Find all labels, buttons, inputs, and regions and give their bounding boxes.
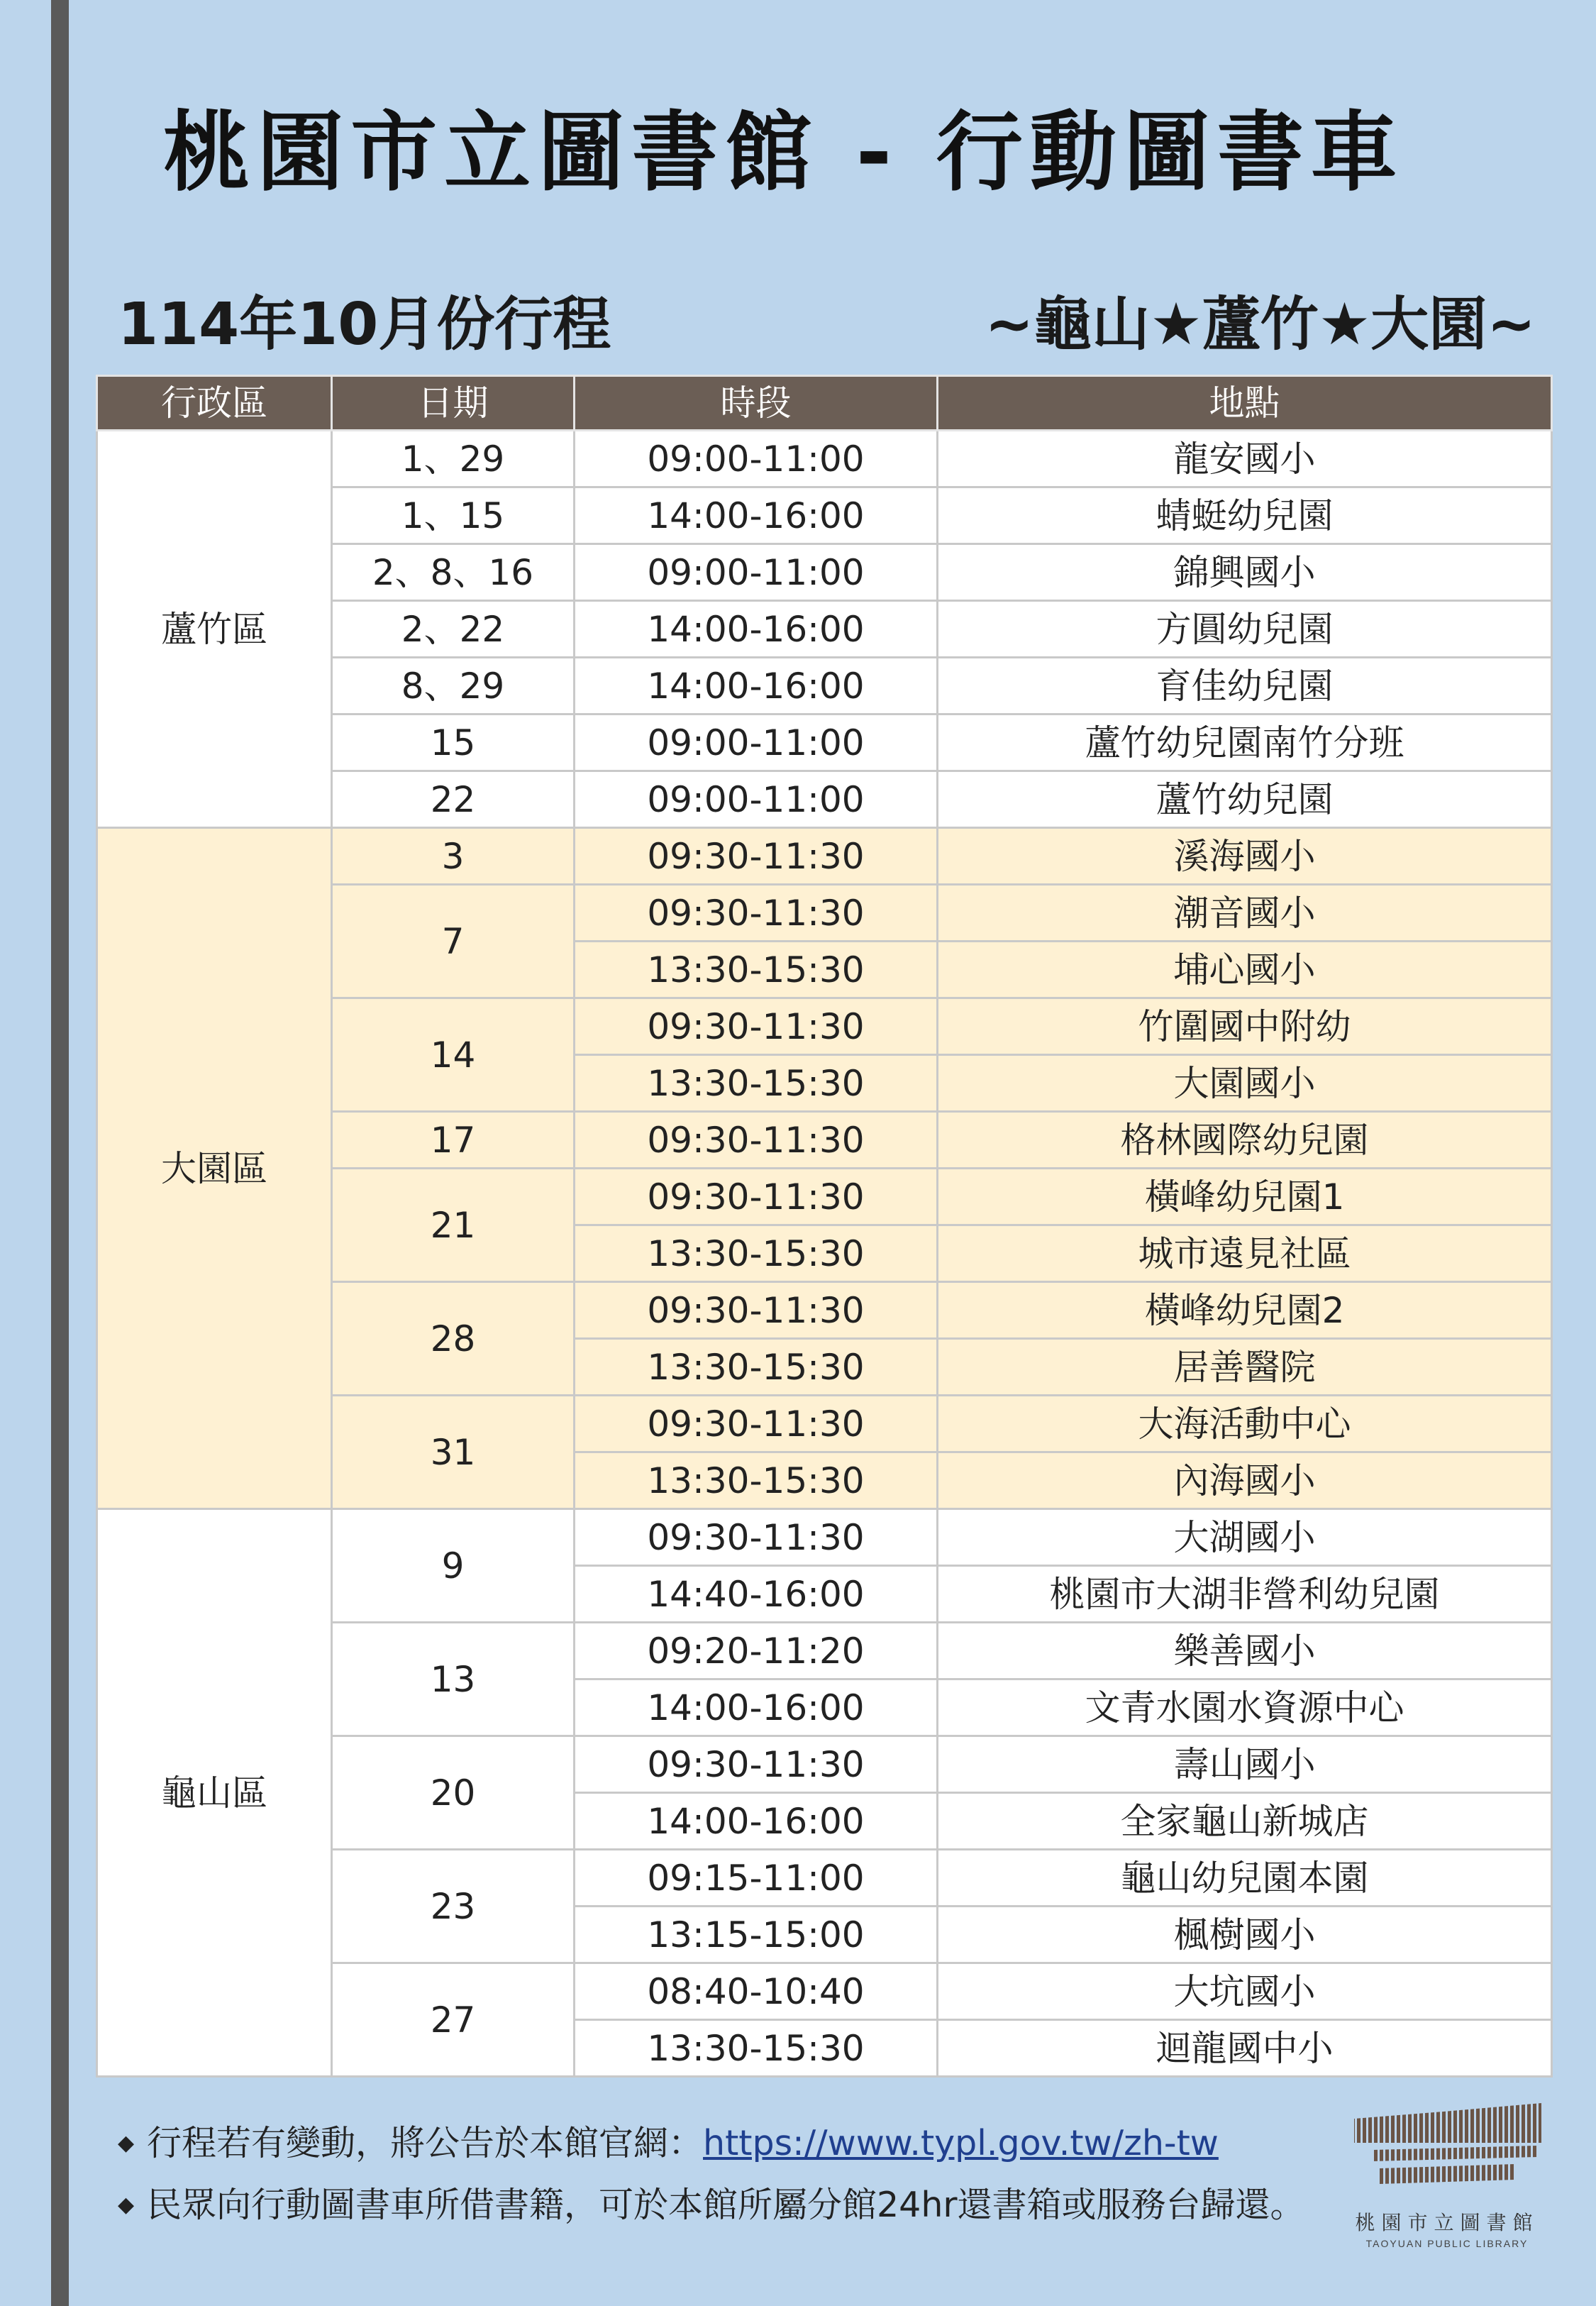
district-cell: 蘆竹區 [97,431,332,828]
location-cell: 大坑國小 [938,1963,1552,2020]
location-cell: 大海活動中心 [938,1396,1552,1452]
location-cell: 橫峰幼兒園2 [938,1282,1552,1339]
library-logo-icon [1351,2102,1543,2190]
date-cell: 3 [332,828,575,885]
note-book-return [118,2184,1305,2227]
time-cell: 09:00-11:00 [575,771,938,828]
schedule-table [96,375,1553,2078]
location-cell: 楓樹國小 [938,1907,1552,1963]
time-cell: 14:00-16:00 [575,601,938,658]
diamond-bullet-icon: ◆ [118,2192,135,2217]
location-cell: 龜山幼兒園本園 [938,1850,1552,1907]
location-cell: 桃園市大湖非營利幼兒園 [938,1566,1552,1623]
time-cell: 13:30-15:30 [575,1225,938,1282]
location-cell: 迴龍國中小 [938,2020,1552,2077]
time-cell: 09:15-11:00 [575,1850,938,1907]
time-cell: 13:15-15:00 [575,1907,938,1963]
location-cell: 龍安國小 [938,431,1552,487]
location-cell: 溪海國小 [938,828,1552,885]
location-cell: 樂善國小 [938,1623,1552,1679]
date-cell: 14 [332,998,575,1112]
date-cell: 23 [332,1850,575,1963]
location-cell: 大湖國小 [938,1509,1552,1566]
time-cell: 14:00-16:00 [575,1679,938,1736]
page-title: 桃園市立圖書館 - 行動圖書車 [163,102,1404,203]
schedule-table-header [97,376,1552,431]
location-cell: 蘆竹幼兒園 [938,771,1552,828]
date-cell: 1、29 [332,431,575,487]
location-cell: 埔心國小 [938,942,1552,998]
library-website-link[interactable]: https://www.typl.gov.tw/zh-tw [703,2123,1219,2163]
time-cell: 09:30-11:30 [575,1112,938,1169]
district-cell: 大園區 [97,828,332,1509]
date-cell: 13 [332,1623,575,1736]
location-cell: 大園國小 [938,1055,1552,1112]
location-cell: 蘆竹幼兒園南竹分班 [938,715,1552,771]
column-header-time: 時段 [575,376,938,431]
location-cell: 格林國際幼兒園 [938,1112,1552,1169]
location-cell: 全家龜山新城店 [938,1793,1552,1850]
logo-top-band [1354,2103,1541,2143]
location-cell: 育佳幼兒園 [938,658,1552,715]
time-cell: 14:40-16:00 [575,1566,938,1623]
time-cell: 14:00-16:00 [575,487,938,544]
date-cell: 20 [332,1736,575,1850]
location-cell: 居善醫院 [938,1339,1552,1396]
districts-subtitle: ~龜山★蘆竹★大園~ [985,291,1536,358]
table-row [97,1509,1552,1566]
location-cell: 錦興國小 [938,544,1552,601]
time-cell: 09:30-11:30 [575,1736,938,1793]
date-cell: 7 [332,885,575,998]
time-cell: 09:20-11:20 [575,1623,938,1679]
time-cell: 09:30-11:30 [575,1282,938,1339]
note-text: 行程若有變動，將公告於本館官網： [147,2123,704,2163]
location-cell: 蜻蜓幼兒園 [938,487,1552,544]
column-header-date: 日期 [332,376,575,431]
left-accent-bar [51,0,69,2306]
date-cell: 2、22 [332,601,575,658]
schedule-table-body [97,431,1552,2077]
date-cell: 15 [332,715,575,771]
time-cell: 09:30-11:30 [575,1169,938,1225]
header-row [97,376,1552,431]
time-cell: 09:00-11:00 [575,431,938,487]
schedule-month-subtitle: 114年10月份行程 [118,291,611,358]
time-cell: 09:30-11:30 [575,998,938,1055]
date-cell: 8、29 [332,658,575,715]
date-cell: 22 [332,771,575,828]
time-cell: 09:30-11:30 [575,1509,938,1566]
table-row [97,431,1552,487]
logo-library-name: 桃園市立圖書館 [1355,2211,1539,2234]
location-cell: 竹圍國中附幼 [938,998,1552,1055]
logo-bottom-band [1380,2164,1514,2184]
date-cell: 31 [332,1396,575,1509]
time-cell: 13:30-15:30 [575,1339,938,1396]
location-cell: 城市遠見社區 [938,1225,1552,1282]
date-cell: 21 [332,1169,575,1282]
location-cell: 文青水園水資源中心 [938,1679,1552,1736]
library-logo [1351,2102,1543,2254]
date-cell: 17 [332,1112,575,1169]
column-header-location: 地點 [938,376,1552,431]
location-cell: 壽山國小 [938,1736,1552,1793]
location-cell: 方圓幼兒園 [938,601,1552,658]
time-cell: 09:30-11:30 [575,828,938,885]
table-row [97,828,1552,885]
location-cell: 內海國小 [938,1452,1552,1509]
location-cell: 潮音國小 [938,885,1552,942]
diamond-bullet-icon: ◆ [118,2131,135,2156]
note-text: 民眾向行動圖書車所借書籍，可於本館所屬分館24hr還書箱或服務台歸還。 [147,2185,1305,2225]
time-cell: 13:30-15:30 [575,1055,938,1112]
location-cell: 橫峰幼兒園1 [938,1169,1552,1225]
date-cell: 28 [332,1282,575,1396]
time-cell: 09:00-11:00 [575,544,938,601]
date-cell: 27 [332,1963,575,2077]
time-cell: 09:30-11:30 [575,1396,938,1452]
time-cell: 14:00-16:00 [575,658,938,715]
time-cell: 13:30-15:30 [575,2020,938,2077]
time-cell: 13:30-15:30 [575,1452,938,1509]
logo-english-name: TAOYUAN PUBLIC LIBRARY [1365,2238,1529,2249]
date-cell: 1、15 [332,487,575,544]
date-cell: 9 [332,1509,575,1623]
note-schedule-change [118,2122,1219,2165]
time-cell: 09:00-11:00 [575,715,938,771]
time-cell: 13:30-15:30 [575,942,938,998]
district-cell: 龜山區 [97,1509,332,2077]
time-cell: 09:30-11:30 [575,885,938,942]
time-cell: 08:40-10:40 [575,1963,938,2020]
time-cell: 14:00-16:00 [575,1793,938,1850]
date-cell: 2、8、16 [332,544,575,601]
column-header-district: 行政區 [97,376,332,431]
logo-middle-band [1373,2146,1537,2161]
